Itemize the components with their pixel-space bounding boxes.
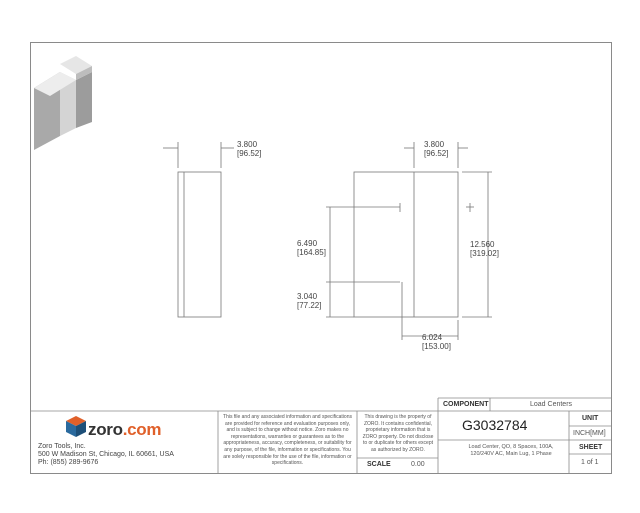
company-name: Zoro Tools, Inc.	[38, 443, 86, 450]
unit-label: UNIT	[582, 415, 599, 422]
company-address: 500 W Madison St, Chicago, IL 60661, USA	[38, 451, 174, 458]
sheet-value: 1 of 1	[581, 459, 599, 466]
height-upper-dim: 6.490 [164.85]	[297, 239, 326, 257]
front-width-dim: 3.800 [96.52]	[424, 140, 449, 158]
side-width-dim: 3.800 [96.52]	[237, 140, 262, 158]
component-label: COMPONENT	[443, 401, 489, 408]
company-info	[38, 443, 213, 467]
unit-value: INCH[MM]	[573, 430, 606, 437]
component-value: Load Centers	[530, 401, 573, 408]
zoro-logo-icon	[66, 416, 86, 437]
product-description: Load Center, QO, 8 Spaces, 100A, 120/240V AC, Main Lug, 1 Phase	[468, 444, 554, 457]
part-number: G3032784	[462, 417, 528, 433]
isometric-thumbnail	[34, 56, 92, 150]
zoro-logo: zoro.com	[88, 420, 162, 439]
scale-label: SCALE	[367, 461, 391, 468]
sheet-label: SHEET	[579, 444, 603, 451]
total-height-dim: 12.560 [319.02]	[470, 240, 499, 258]
company-phone: Ph: (855) 289-9676	[38, 459, 99, 466]
front-view	[326, 142, 492, 340]
disclaimer-text: This file and any associated information and specifications are provided for reference and evaluation purposes only, and is subject to change without notice. Zoro makes no representations, warranties or guarantees as to the appropriateness, accuracy, completeness, or suitability for any purpose, of the file, information or specifications. You are solely responsible for the use of the file, information or specifications.	[223, 414, 352, 467]
bottom-width-dim: 6.024 [153.00]	[422, 333, 451, 351]
side-view	[163, 142, 234, 317]
scale-value: 0.00	[411, 461, 425, 468]
height-lower-dim: 3.040 [77.22]	[297, 292, 322, 310]
confidential-text: This drawing is the property of ZORO. It contains confidential, proprietary information that is ZORO property. Do not disclose to or duplicate for others except as authorized by ZORO.	[362, 414, 434, 453]
